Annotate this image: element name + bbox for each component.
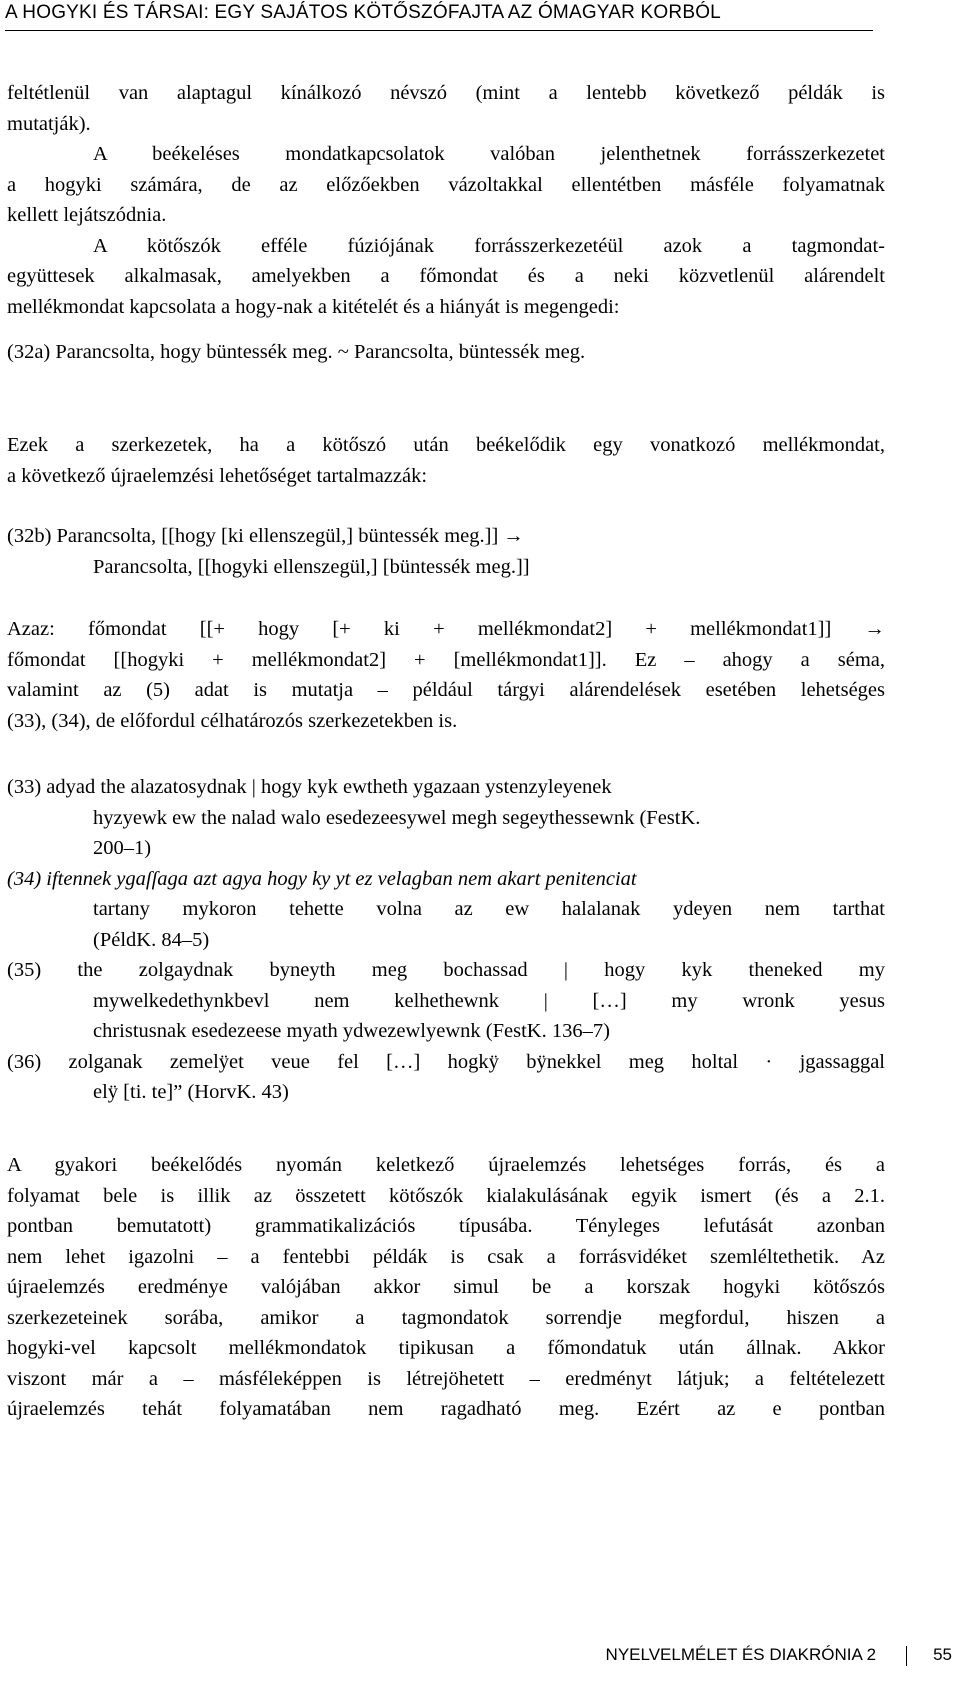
text-line: együttesek alkalmasak, amelyekben a főmondat és a neki közvetlenül alárendelt [7,265,885,287]
text-line: mutatják). [7,112,91,135]
text-line: folyamat bele is illik az összetett kötőszók kialakulásának egyik ismert (és a 2.1. [7,1184,885,1207]
text-line: elÿ [ti. te]” (HorvK. 43) [93,1081,289,1103]
text-line: hyzyewk ew the nalad walo esedezeesywel megh segeythessewnk (FestK. [93,806,701,829]
text-block [7,1150,885,1425]
text-line: viszont már a – másféleképpen is létrejöhetett – eredményt látjuk; a feltételezett [7,1367,885,1390]
text-line: a hogyki számára, de az előzőekben vázoltakkal ellentétben másféle folyamatnak [7,173,885,196]
text-line: a következő újraelemzési lehetőséget tartalmazzák: [7,464,428,487]
text-line: (36) zolganak zemelÿet veue fel […] hogkÿ bÿnekkel meg holtal · jgassaggal [7,1050,885,1073]
text-line: pontban bemutatott) grammatikalizációs típusába. Tényleges lefutását azonban [7,1215,885,1237]
header-divider [5,30,873,31]
text-line: kellett lejátszódnia. [7,204,167,226]
text-line: nem lehet igazolni – a fentebbi példák is csak a forrásvidéket szemléltethetik. Az [7,1245,885,1268]
text-line: A gyakori beékelődés nyomán keletkező újraelemzés lehetséges forrás, és a [7,1154,885,1176]
text-line: főmondat [[hogyki + mellékmondat2] + [mellékmondat1]]. Ez – ahogy a séma, [7,648,885,671]
text-line: szerkezeteinek sorába, amikor a tagmondatok sorrendje megfordul, hiszen a [7,1306,885,1329]
text-line: Azaz: főmondat [[+ hogy [+ ki + mellékmondat2] + mellékmondat1]] → [7,618,885,640]
text-line: mywelkedethynkbevl nem kelhethewnk | […] my wronk yesus [93,989,885,1012]
footer-divider [906,1646,907,1666]
text-line: (PéldK. 84–5) [93,928,210,951]
running-footer [606,1645,952,1666]
running-header [0,0,960,34]
text-line: újraelemzés tehát folyamatában nem ragadható meg. Ezért az e pontban [7,1398,885,1420]
text-line: Parancsolta, [[hogyki ellenszegül,] [büntessék meg.]] [93,555,530,578]
footer-journal-title: NYELVELMÉLET ÉS DIAKRÓNIA 2 [605,1645,877,1664]
text-line: feltétlenül van alaptagul kínálkozó névszó (mint a lentebb következő példák is [7,82,885,104]
text-line: 200–1) [93,837,152,859]
text-line: A beékeléses mondatkapcsolatok valóban jelenthetnek forrásszerkezetet [93,143,885,165]
text-line: újraelemzés eredménye valójában akkor simul be a korszak hogyki kötőszós [7,1276,885,1298]
text-block [7,521,885,582]
text-block [7,337,885,368]
text-block [7,772,885,1108]
text-block [7,430,885,491]
text-line: tartany mykoron tehette volna az ew halalanak ydeyen nem tarthat [93,898,885,920]
text-line: (35) the zolgaydnak byneyth meg bochassad | hogy kyk theneked my [7,959,885,981]
text-line: (33), (34), de előfordul célhatározós szerkezetekben is. [7,709,458,732]
page-number: 55 [933,1645,952,1664]
text-line: A kötőszók efféle fúziójának forrásszerkezetéül azok a tagmondat- [93,234,885,257]
text-line: (34) iftennek ygaſſaga azt agya hogy ky yt ez velagban nem akart penitenciat [7,867,637,890]
running-header-title: A HOGYKI ÉS TÁRSAI: EGY SAJÁTOS KÖTŐSZÓFAJTA AZ ÓMAGYAR KORBÓL [5,2,721,23]
text-line: christusnak esedezeese myath ydwezewlyewnk (FestK. 136–7) [93,1020,610,1042]
text-line: (32b) Parancsolta, [[hogy [ki ellenszegül,] büntessék meg.]] → [7,525,524,547]
text-line: mellékmondat kapcsolata a hogy-nak a kitételét és a hiányát is megengedi: [7,295,620,318]
text-line: hogyki-vel kapcsolt mellékmondatok tipikusan a főmondatuk után állnak. Akkor [7,1337,885,1359]
text-block [7,614,885,736]
text-block [7,78,885,322]
text-line: valamint az (5) adat is mutatja – például tárgyi alárendelések esetében lehetséges [7,679,885,701]
text-line: (32a) Parancsolta, hogy büntessék meg. ~ Parancsolta, büntessék meg. [7,341,586,363]
text-line: Ezek a szerkezetek, ha a kötőszó után beékelődik egy vonatkozó mellékmondat, [7,434,885,456]
text-line: (33) adyad the alazatosydnak | hogy kyk ewtheth ygazaan ystenzyleyenek [7,776,612,798]
